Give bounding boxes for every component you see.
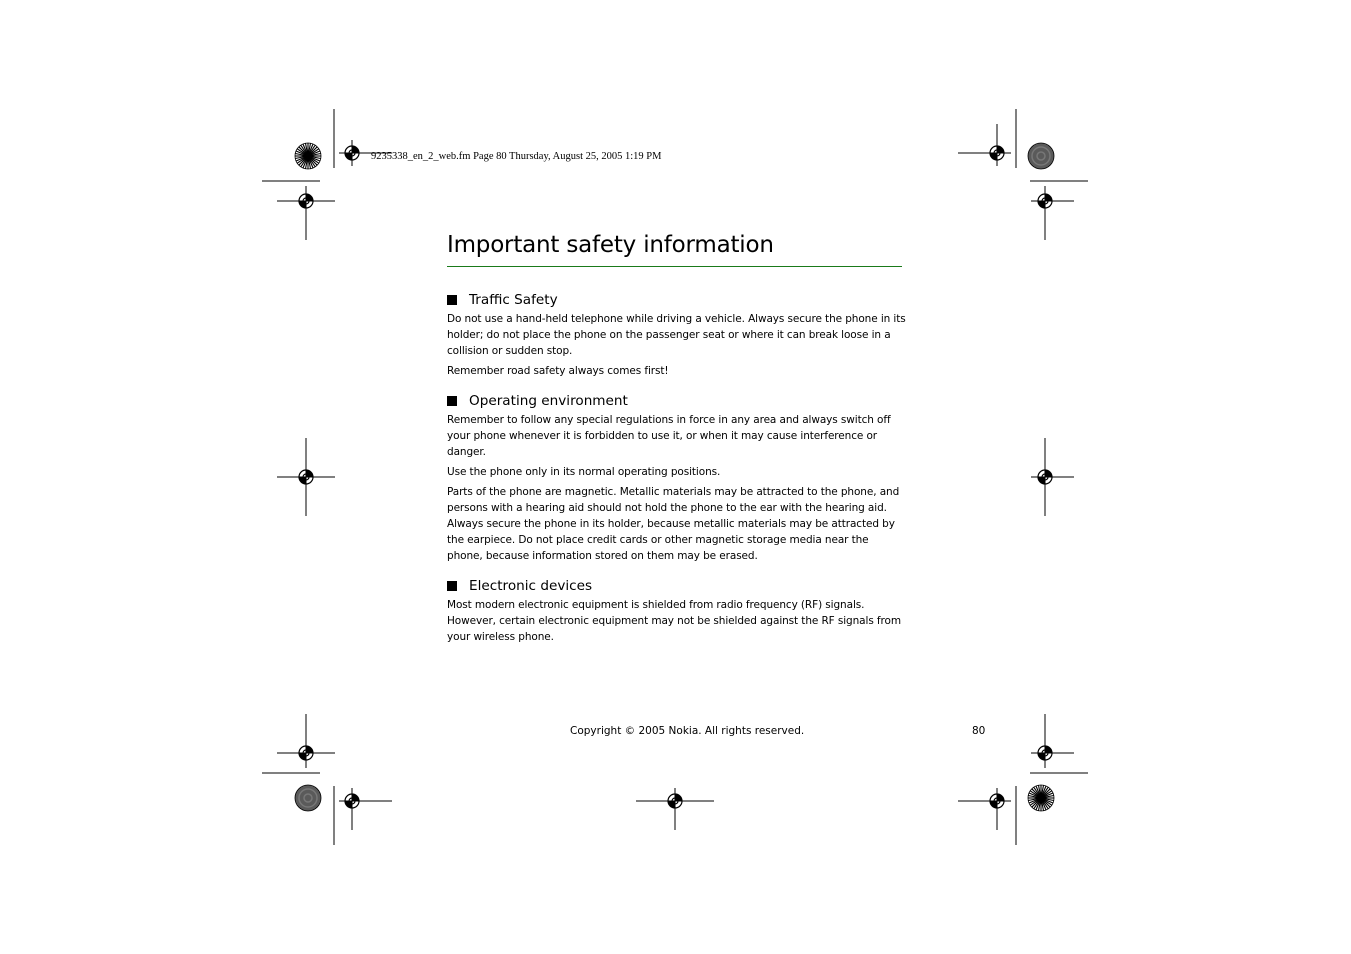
section-heading (447, 393, 907, 409)
paragraph: Remember road safety always comes first! (447, 365, 669, 377)
paragraph: Parts of the phone are magnetic. Metallic materials may be attracted to the phone, and persons with a hearing aid should not hold the phone to the ear with the hearing aid. Always secure the phone in its holder, because metallic materials may be attracted by the earpiece. Do not place credit cards or other magnetic storage media near the phone, because information stored on them may be erased. (447, 486, 900, 562)
square-bullet-icon (447, 295, 457, 305)
page-number: 80 (972, 725, 986, 737)
section-heading (447, 292, 907, 308)
paragraph: Most modern electronic equipment is shielded from radio frequency (RF) signals. However, certain electronic equipment may not be shielded against the RF signals from your wireless phone. (447, 599, 901, 643)
section-heading (447, 578, 907, 594)
page-title: Important safety information (447, 232, 774, 258)
section-electronic-devices (447, 578, 907, 645)
section-operating-environment (447, 393, 907, 564)
title-rule (447, 266, 902, 267)
paragraph: Use the phone only in its normal operating positions. (447, 466, 721, 478)
main-content (447, 290, 907, 659)
paragraph: Remember to follow any special regulations in force in any area and always switch off your phone whenever it is forbidden to use it, or when it may cause interference or danger. (447, 414, 891, 458)
section-heading-text: Traffic Safety (469, 292, 558, 308)
section-traffic-safety (447, 292, 907, 379)
copyright-notice: Copyright © 2005 Nokia. All rights reserved. (570, 725, 805, 737)
square-bullet-icon (447, 581, 457, 591)
paragraph: Do not use a hand-held telephone while driving a vehicle. Always secure the phone in its holder; do not place the phone on the passenger seat or where it can break loose in a collision or sudden stop. (447, 313, 906, 357)
square-bullet-icon (447, 396, 457, 406)
file-info-header: 9235338_en_2_web.fm Page 80 Thursday, August 25, 2005 1:19 PM (371, 151, 662, 162)
section-heading-text: Electronic devices (469, 578, 593, 594)
section-heading-text: Operating environment (469, 393, 628, 409)
